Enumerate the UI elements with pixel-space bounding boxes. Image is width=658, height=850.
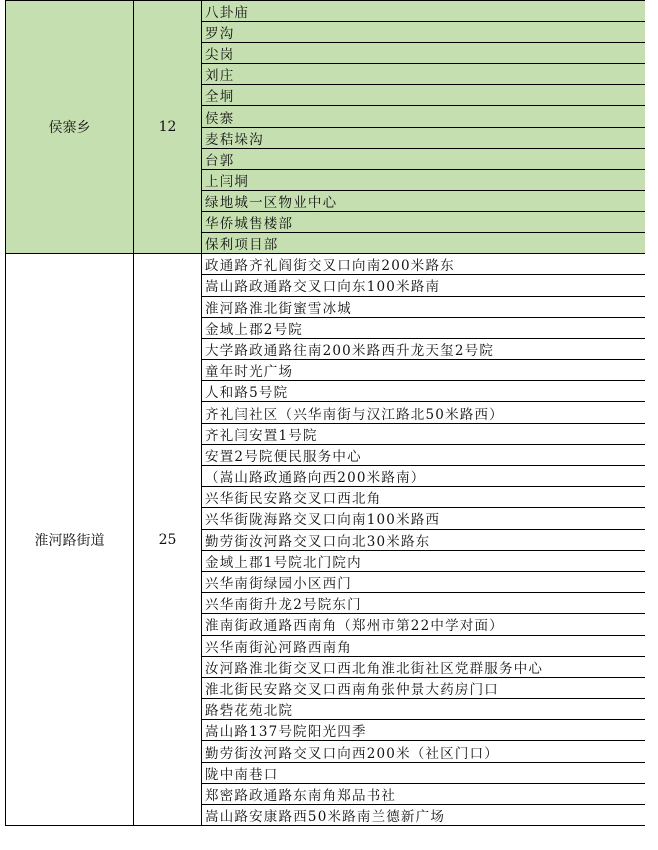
site-location-cell: 兴华街民安路交叉口西北角 [202,487,646,508]
site-location-cell: 兴华南街沁河路西南角 [202,635,646,656]
site-location-cell: 童年时光广场 [202,360,646,381]
site-location-cell: 汝河路淮北街交叉口西北角淮北街社区党群服务中心 [202,656,646,677]
site-location-cell: 金域上郡1号院北门院内 [202,550,646,571]
site-location-cell: 全垌 [202,85,646,106]
site-location-cell: 勤劳街汝河路交叉口向北30米路东 [202,529,646,550]
site-location-cell: 陇中南巷口 [202,762,646,783]
site-location-cell: 淮南街政通路西南角（郑州市第22中学对面） [202,614,646,635]
site-location-cell: 华侨城售楼部 [202,211,646,232]
site-location-cell: 路砦花苑北院 [202,699,646,720]
site-location-cell: 绿地城一区物业中心 [202,190,646,211]
site-location-cell: 大学路政通路往南200米路西升龙天玺2号院 [202,338,646,359]
site-location-cell: 侯寨 [202,106,646,127]
site-location-cell: 淮河路淮北街蜜雪冰城 [202,296,646,317]
site-location-cell: 保利项目部 [202,233,646,254]
site-location-cell: 兴华南街绿园小区西门 [202,571,646,592]
site-location-cell: 齐礼闫安置1号院 [202,423,646,444]
site-count-cell: 25 [134,254,202,826]
site-count-cell: 12 [134,1,202,254]
town-name-cell: 淮河路街道 [6,254,134,826]
table-row [6,1,646,22]
site-location-cell: 嵩山路安康路西50米路南兰德新广场 [202,805,646,826]
site-location-cell: 政通路齐礼阎街交叉口向南200米路东 [202,254,646,275]
site-location-cell: 尖岗 [202,43,646,64]
site-location-cell: 兴华街陇海路交叉口向南100米路西 [202,508,646,529]
site-location-cell: 八卦庙 [202,1,646,22]
site-location-cell: 嵩山路政通路交叉口向东100米路南 [202,275,646,296]
site-location-cell: 上闫垌 [202,169,646,190]
site-location-cell: 嵩山路137号院阳光四季 [202,720,646,741]
table-row [6,254,646,275]
site-location-cell: 郑密路政通路东南角郑品书社 [202,783,646,804]
site-location-cell: 淮北街民安路交叉口西南角张仲景大药房门口 [202,677,646,698]
site-location-cell: 麦秸垛沟 [202,127,646,148]
site-location-cell: 人和路5号院 [202,381,646,402]
site-location-cell: （嵩山路政通路向西200米路南） [202,466,646,487]
site-location-cell: 勤劳街汝河路交叉口向西200米（社区门口） [202,741,646,762]
site-location-cell: 安置2号院便民服务中心 [202,444,646,465]
site-location-cell: 罗沟 [202,22,646,43]
town-name-cell: 侯寨乡 [6,1,134,254]
site-location-cell: 金域上郡2号院 [202,317,646,338]
site-location-cell: 刘庄 [202,64,646,85]
site-location-cell: 齐礼闫社区（兴华南街与汉江路北50米路西） [202,402,646,423]
site-location-cell: 兴华南街升龙2号院东门 [202,593,646,614]
site-table [5,0,645,826]
site-location-cell: 台郭 [202,148,646,169]
